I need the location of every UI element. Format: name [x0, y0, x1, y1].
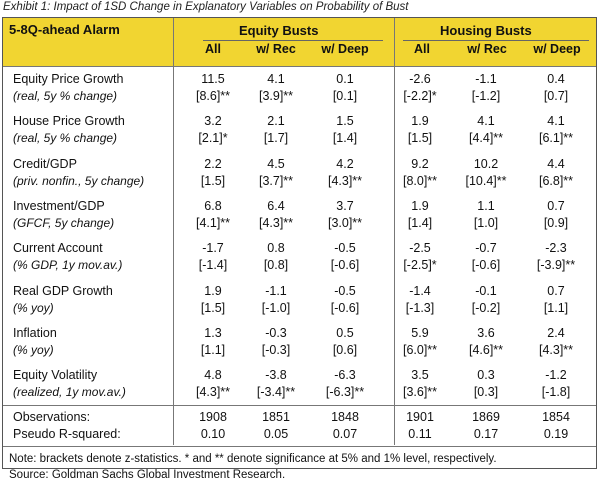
coefficient-cell: 10.2	[473, 156, 499, 171]
z-stat-cell: [4.1]**	[195, 215, 231, 230]
coefficient-cell: -1.1	[265, 283, 287, 298]
coefficient-cell: 0.5	[336, 325, 354, 340]
col-header-housing-rec: w/ Rec	[467, 42, 507, 56]
pseudo-r2-cell: 0.11	[408, 427, 432, 442]
coefficient-cell: -2.5	[409, 241, 431, 256]
col-header-housing-deep: w/ Deep	[533, 42, 581, 56]
z-stat-cell: [10.4]**	[465, 173, 507, 188]
pseudo-r2-cell: 0.10	[200, 427, 226, 442]
coefficient-cell: 4.8	[204, 368, 222, 383]
exhibit-title: Exhibit 1: Impact of 1SD Change in Explanatory Variables on Probability of Bust	[3, 1, 409, 13]
z-stat-cell: [4.3]**	[538, 342, 574, 357]
row-label: Credit/GDP	[13, 156, 77, 171]
coefficient-cell: 4.1	[547, 114, 565, 129]
coefficient-cell: -1.2	[545, 368, 567, 383]
group-column-divider	[394, 18, 395, 445]
table-row	[3, 66, 596, 108]
coefficient-cell: 2.2	[204, 156, 222, 171]
row-sublabel: (real, 5y % change)	[13, 131, 118, 146]
z-stat-cell: [-0.3]	[261, 342, 291, 357]
z-stat-cell: [0.1]	[332, 89, 358, 103]
coefficient-cell: 1.9	[411, 114, 429, 129]
row-label: Equity Volatility	[13, 368, 98, 383]
pseudo-r2-cell: 0.07	[332, 427, 358, 442]
z-stat-cell: [-1.8]	[541, 385, 571, 400]
observations-cell: 1851	[262, 410, 290, 425]
z-stat-cell: [8.0]**	[402, 173, 438, 188]
table-row	[3, 362, 596, 404]
z-stat-cell: [0.9]	[543, 215, 569, 230]
z-stat-cell: [-0.6]	[330, 258, 360, 273]
housing-busts-group: Housing Busts	[440, 23, 532, 38]
coefficient-cell: 4.5	[267, 156, 285, 171]
coefficient-cell: 3.6	[477, 325, 495, 340]
coefficient-cell: 1.9	[411, 198, 429, 213]
row-sublabel: (real, 5y % change)	[13, 89, 118, 103]
col-header-equity-all: All	[205, 42, 221, 56]
z-stat-cell: [1.1]	[200, 342, 226, 357]
z-stat-cell: [0.6]	[332, 342, 358, 357]
col-header-housing-all: All	[414, 42, 430, 56]
observations-cell: 1908	[199, 410, 227, 425]
z-stat-cell: [-2.2]*	[403, 89, 437, 103]
coefficient-cell: 0.1	[336, 72, 354, 86]
table-row	[3, 151, 596, 193]
coefficient-cell: -6.3	[334, 368, 356, 383]
label-column-divider	[173, 18, 174, 445]
coefficient-cell: 2.4	[547, 325, 565, 340]
z-stat-cell: [3.9]**	[258, 89, 294, 103]
z-stat-cell: [1.1]	[543, 300, 569, 315]
z-stat-cell: [4.6]**	[468, 342, 504, 357]
table-row	[3, 235, 596, 277]
row-sublabel: (priv. nonfin., 5y change)	[13, 173, 145, 188]
row-label: House Price Growth	[13, 114, 125, 129]
coefficient-cell: 1.5	[336, 114, 354, 129]
col-header-equity-deep: w/ Deep	[321, 42, 369, 56]
z-stat-cell: [2.1]*	[198, 131, 228, 146]
coefficient-cell: -0.5	[334, 283, 356, 298]
coefficient-cell: -3.8	[265, 368, 287, 383]
z-stat-cell: [4.3]**	[258, 215, 294, 230]
alarm-label: 5-8Q-ahead Alarm	[9, 22, 120, 37]
row-label: Investment/GDP	[13, 198, 105, 213]
coefficient-cell: 0.7	[547, 283, 565, 298]
coefficient-cell: -0.7	[475, 241, 497, 256]
z-stat-cell: [-1.3]	[405, 300, 435, 315]
coefficient-cell: 0.8	[267, 241, 285, 256]
z-stat-cell: [1.5]	[407, 131, 433, 146]
housing-group-rule	[403, 40, 589, 41]
z-stat-cell: [0.3]	[473, 385, 499, 400]
observations-cell: 1869	[472, 410, 500, 425]
z-stat-cell: [3.6]**	[402, 385, 438, 400]
z-stat-cell: [1.5]	[200, 173, 226, 188]
row-sublabel: (realized, 1y mov.av.)	[13, 385, 126, 400]
z-stat-cell: [-1.0]	[261, 300, 291, 315]
pseudo-r2-cell: 0.17	[473, 427, 499, 442]
table-header	[3, 18, 596, 67]
coefficient-cell: 11.5	[201, 72, 225, 86]
z-stat-cell: [0.7]	[543, 89, 569, 103]
coefficient-cell: 3.7	[336, 198, 354, 213]
z-stat-cell: [1.5]	[200, 300, 226, 315]
significance-note: Note: brackets denote z-statistics. * and ** denote significance at 5% and 1% level, respectively.	[9, 453, 497, 466]
coefficient-cell: -0.3	[265, 325, 287, 340]
table-row	[3, 320, 596, 362]
row-sublabel: (% yoy)	[13, 342, 54, 357]
z-stat-cell: [-3.9]**	[536, 258, 576, 273]
coefficient-cell: 4.2	[336, 156, 354, 171]
observations-cell: 1848	[331, 410, 359, 425]
pseudo-r2-cell: 0.19	[543, 427, 569, 442]
row-sublabel: (% GDP, 1y mov.av.)	[13, 258, 123, 273]
coefficient-cell: 6.4	[267, 198, 285, 213]
coefficient-cell: 0.4	[547, 72, 565, 86]
table-row	[3, 278, 596, 320]
pseudo-r2-label: Pseudo R-squared:	[13, 427, 121, 442]
coefficient-cell: -2.3	[545, 241, 567, 256]
observations-cell: 1854	[542, 410, 570, 425]
z-stat-cell: [1.0]	[473, 215, 499, 230]
coefficient-cell: -1.4	[409, 283, 431, 298]
coefficient-cell: 3.5	[411, 368, 429, 383]
row-label: Real GDP Growth	[13, 283, 113, 298]
row-sublabel: (GFCF, 5y change)	[13, 215, 115, 230]
z-stat-cell: [6.0]**	[402, 342, 438, 357]
coefficient-cell: -0.5	[334, 241, 356, 256]
z-stat-cell: [-0.2]	[471, 300, 501, 315]
coefficient-cell: 4.4	[547, 156, 565, 171]
coefficient-cell: 4.1	[267, 72, 285, 86]
observations-cell: 1901	[406, 410, 434, 425]
regression-table	[2, 17, 597, 481]
coefficient-cell: 1.1	[477, 198, 495, 213]
z-stat-cell: [-6.3]**	[325, 385, 365, 400]
coefficient-cell: 9.2	[411, 156, 429, 171]
z-stat-cell: [3.7]**	[258, 173, 294, 188]
table-row	[3, 193, 596, 235]
coefficient-cell: 4.1	[477, 114, 495, 129]
z-stat-cell: [6.8]**	[538, 173, 574, 188]
coefficient-cell: 5.9	[411, 325, 429, 340]
coefficient-cell: -0.1	[475, 283, 497, 298]
z-stat-cell: [-0.6]	[471, 258, 501, 273]
z-stat-cell: [4.4]**	[468, 131, 504, 146]
row-sublabel: (% yoy)	[13, 300, 54, 315]
z-stat-cell: [1.7]	[263, 131, 289, 146]
coefficient-cell: 2.1	[267, 114, 285, 129]
z-stat-cell: [0.8]	[263, 258, 289, 273]
z-stat-cell: [6.1]**	[538, 131, 574, 146]
coefficient-cell: 1.9	[204, 283, 222, 298]
coefficient-cell: -2.6	[409, 72, 431, 86]
coefficient-cell: -1.7	[202, 241, 224, 256]
z-stat-cell: [4.3]**	[327, 173, 363, 188]
table-row	[3, 108, 596, 150]
equity-busts-group: Equity Busts	[239, 23, 319, 38]
equity-group-rule	[203, 40, 383, 41]
coefficient-cell: -1.1	[475, 72, 497, 86]
coefficient-cell: 6.8	[204, 198, 222, 213]
z-stat-cell: [-2.5]*	[403, 258, 437, 273]
observations-label: Observations:	[13, 410, 91, 425]
z-stat-cell: [8.6]**	[195, 89, 231, 103]
z-stat-cell: [-1.4]	[198, 258, 228, 273]
notes-block	[3, 446, 596, 481]
summary-stats-block	[3, 405, 596, 446]
z-stat-cell: [3.0]**	[327, 215, 363, 230]
coefficient-cell: 3.2	[204, 114, 222, 129]
row-label: Inflation	[13, 325, 57, 340]
z-stat-cell: [-3.4]**	[256, 385, 296, 400]
coefficient-cell: 0.3	[477, 368, 495, 383]
row-label: Current Account	[13, 241, 103, 256]
z-stat-cell: [1.4]	[332, 131, 358, 146]
row-label: Equity Price Growth	[13, 72, 124, 86]
coefficient-cell: 1.3	[204, 325, 222, 340]
z-stat-cell: [1.4]	[407, 215, 433, 230]
coefficient-cell: 0.7	[547, 198, 565, 213]
source-note: Source: Goldman Sachs Global Investment Research.	[9, 469, 286, 481]
pseudo-r2-cell: 0.05	[263, 427, 289, 442]
z-stat-cell: [-0.6]	[330, 300, 360, 315]
z-stat-cell: [-1.2]	[471, 89, 501, 103]
col-header-equity-rec: w/ Rec	[256, 42, 296, 56]
z-stat-cell: [4.3]**	[195, 385, 231, 400]
